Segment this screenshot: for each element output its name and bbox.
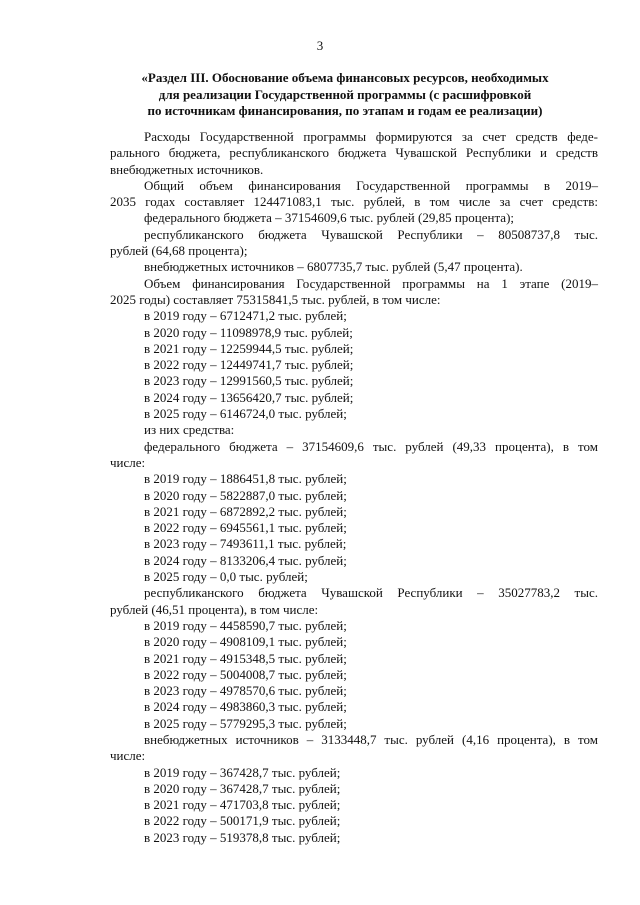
body-line: внебюджетных источников – 3133448,7 тыс. рублей (4,16 процента), в том <box>144 731 598 747</box>
body-line: в 2024 году – 4983860,3 тыс. рублей; <box>144 699 347 715</box>
body-line: в 2025 году – 6146724,0 тыс. рублей; <box>144 406 347 422</box>
body-line: Общий объем финансирования Государственной программы в 2019– <box>144 177 598 193</box>
body-line: в 2023 году – 12991560,5 тыс. рублей; <box>144 373 354 389</box>
body-line: в 2024 году – 8133206,4 тыс. рублей; <box>144 552 347 568</box>
body-line: в 2021 году – 471703,8 тыс. рублей; <box>144 797 341 813</box>
body-line: в 2022 году – 12449741,7 тыс. рублей; <box>144 357 354 373</box>
body-line: рублей (64,68 процента); <box>110 243 248 259</box>
heading-line: по источникам финансирования, по этапам и годам ее реализации) <box>147 103 543 118</box>
heading-line: «Раздел III. Обоснование объема финансовых ресурсов, необходимых <box>141 70 549 85</box>
body-line: федерального бюджета – 37154609,6 тыс. рублей (29,85 процента); <box>144 210 515 226</box>
body-line: числе: <box>110 454 146 470</box>
body-line: 2035 годах составляет 124471083,1 тыс. рублей, в том числе за счет средств: <box>110 194 598 210</box>
body-line: в 2019 году – 1886451,8 тыс. рублей; <box>144 471 347 487</box>
body-line: федерального бюджета – 37154609,6 тыс. рублей (49,33 процента), в том <box>144 438 598 454</box>
body-line: Расходы Государственной программы формируются за счет средств феде- <box>144 129 598 144</box>
heading-line: для реализации Государственной программы (с расшифровкой <box>158 86 532 102</box>
body-line: в 2020 году – 4908109,1 тыс. рублей; <box>144 634 347 650</box>
section-heading <box>100 70 590 120</box>
body-line: в 2020 году – 5822887,0 тыс. рублей; <box>144 487 347 503</box>
body-line: в 2023 году – 4978570,6 тыс. рублей; <box>144 683 347 699</box>
body-line: республиканского бюджета Чувашской Республики – 80508737,8 тыс. <box>144 226 598 242</box>
body-line: в 2020 году – 11098978,9 тыс. рублей; <box>144 324 353 340</box>
body-line: в 2021 году – 4915348,5 тыс. рублей; <box>144 650 347 666</box>
page-number: 3 <box>316 38 324 53</box>
body-line: из них средства: <box>144 422 235 438</box>
body-line: в 2021 году – 6872892,2 тыс. рублей; <box>144 503 347 519</box>
body-line: 2025 годы) составляет 75315841,5 тыс. рублей, в том числе: <box>110 291 441 307</box>
body-line: в 2019 году – 4458590,7 тыс. рублей; <box>144 617 347 633</box>
document-body <box>110 129 598 846</box>
body-line: в 2019 году – 6712471,2 тыс. рублей; <box>144 308 347 324</box>
body-line: в 2022 году – 6945561,1 тыс. рублей; <box>144 520 347 536</box>
body-line: числе: <box>110 748 146 764</box>
body-line: в 2023 году – 7493611,1 тыс. рублей; <box>144 536 347 552</box>
body-line: в 2022 году – 5004008,7 тыс. рублей; <box>144 666 347 682</box>
body-line: внебюджетных источников – 6807735,7 тыс. рублей (5,47 процента). <box>144 259 523 275</box>
body-line: республиканского бюджета Чувашской Республики – 35027783,2 тыс. <box>144 585 598 601</box>
body-line: внебюджетных источников. <box>110 161 264 177</box>
body-line: в 2024 году – 13656420,7 тыс. рублей; <box>144 389 354 405</box>
body-line: Объем финансирования Государственной программы на 1 этапе (2019– <box>144 275 598 291</box>
body-line: в 2020 году – 367428,7 тыс. рублей; <box>144 780 341 796</box>
body-line: рального бюджета, республиканского бюджета Чувашской Республики и средств <box>110 145 598 161</box>
body-line: в 2022 году – 500171,9 тыс. рублей; <box>144 813 341 829</box>
body-line: в 2025 году – 5779295,3 тыс. рублей; <box>144 715 347 731</box>
body-line: в 2023 году – 519378,8 тыс. рублей; <box>144 829 341 845</box>
body-line: рублей (46,51 процента), в том числе: <box>110 601 319 617</box>
body-line: в 2021 году – 12259944,5 тыс. рублей; <box>144 340 354 356</box>
body-line: в 2025 году – 0,0 тыс. рублей; <box>144 569 308 585</box>
body-line: в 2019 году – 367428,7 тыс. рублей; <box>144 764 341 780</box>
